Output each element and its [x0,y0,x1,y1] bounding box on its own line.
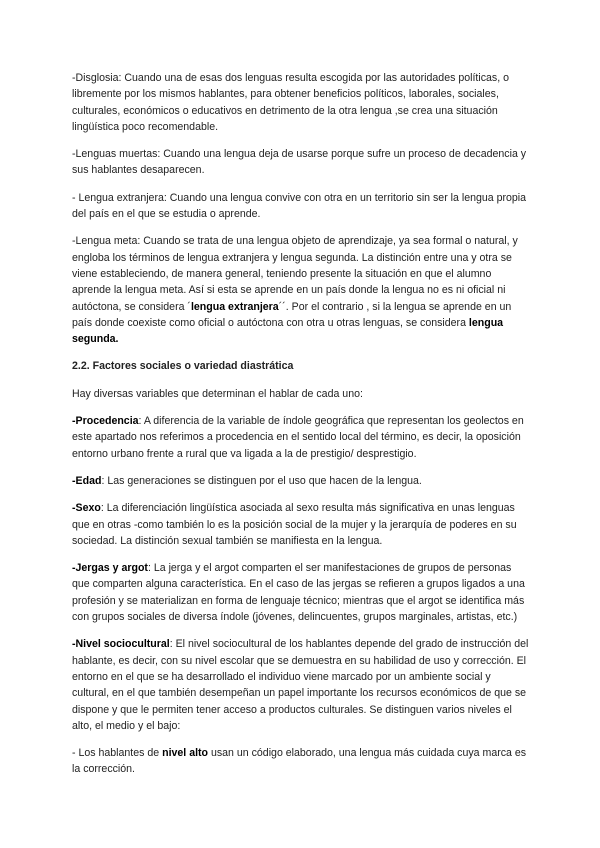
text-procedencia: : A diferencia de la variable de índole geográfica que representan los geolectos en este apartado nos referimos a procedencia en el sentido local del término, es decir, la oposición entorno urbano frente a rural que va ligada a la de prestigio/ desprestigio. [72,415,524,460]
label-procedencia: -Procedencia [72,415,139,428]
paragraph-nivel [72,636,530,734]
paragraph-procedencia [72,413,530,462]
term-nivel-alto: nivel alto [162,747,209,760]
paragraph-edad [72,473,530,489]
text-sexo: : La diferenciación lingüística asociada al sexo resulta más significativa en unas lenguas que en otras -como también lo es la posición social de la mujer y la jerarquía de poderes en su sociedad. La distinción sexual también se manifiesta en la lengua. [72,502,517,547]
paragraph-lenguas-muertas: -Lenguas muertas: Cuando una lengua deja de usarse porque sufre un proceso de decadencia y sus hablantes desaparecen. [72,148,527,177]
nivel-alto-text-1: - Los hablantes de [72,747,163,760]
paragraph-intro: Hay diversas variables que determinan el hablar de cada uno: [72,387,363,400]
paragraph-jergas [72,560,530,625]
text-edad: : Las generaciones se distinguen por el uso que hacen de la lengua. [101,474,422,487]
paragraph-lengua-extranjera: - Lengua extranjera: Cuando una lengua convive con otra en un territorio sin ser la lengua propia del país en el que se estudia o aprende. [72,191,527,221]
section-heading: 2.2. Factores sociales o variedad diastrática [72,360,294,373]
lengua-meta-text-1: -Lengua meta: Cuando se trata de una lengua objeto de aprendizaje, ya sea formal o natural, y engloba los términos de lengua extranjera y lengua segunda. La distinción entre una y otra se viene estableciendo, de manera general, teniendo presente la situación en que el alumno aprende la lengua meta. Así si esta se aprende en un país donde la lengua no es ni oficial ni autóctona, se considera ´ [72,235,518,313]
label-jergas: -Jergas y argot [72,562,148,575]
paragraph-sexo [72,500,530,549]
document-page [72,70,530,789]
text-jergas: : La jerga y el argot comparten el ser manifestaciones de grupos de personas que comparten alguna característica. En el caso de las jergas se refieren a grupos ligados a una profesión y se materializan en forma de lenguaje técnico; mientras que el argot se identifica más con grupos sociales de diversa índole (jóvenes, delincuentes, grupos marginales, artistas, etc.) [72,562,525,624]
text-nivel: : El nivel sociocultural de los hablantes depende del grado de instrucción del hablante, es decir, con su nivel escolar que se demuestra en su habilidad de uso y corrección. El entorno en el que se ha desarrollado el individuo viene marcado por un ambiente social y cultural, en el que también desempeñan un papel importante los recursos económicos de que se dispone y que le permiten tener acceso a productos culturales. Se distinguen varios niveles el alto, el medio y el bajo: [72,638,529,732]
label-edad: -Edad [72,474,102,487]
paragraph-nivel-alto [72,745,530,778]
paragraph-diglosia: -Disglosia: Cuando una de esas dos lenguas resulta escogida por las autoridades políticas, o libremente por los mismos hablantes, para obtener beneficios políticos, laborales, sociales, culturales, económicos o educativos en detrimento de la otra lengua ,se crea una situación lingüística poco recomendable. [72,72,509,133]
term-lengua-extranjera: lengua extranjera [190,300,279,313]
paragraph-lengua-meta [72,233,530,347]
nivel-alto-text-2: usan un código elaborado, una lengua más cuidada cuya marca es la corrección. [72,747,527,776]
label-nivel: -Nivel sociocultural [72,638,170,651]
lengua-meta-text-2: ´´. Por el contrario , si la lengua se aprende en un país donde coexiste como oficial o autóctona con otra u otras lenguas, se considera [72,300,512,329]
label-sexo: -Sexo [72,502,101,515]
term-lengua-segunda: lengua segunda. [72,316,504,346]
